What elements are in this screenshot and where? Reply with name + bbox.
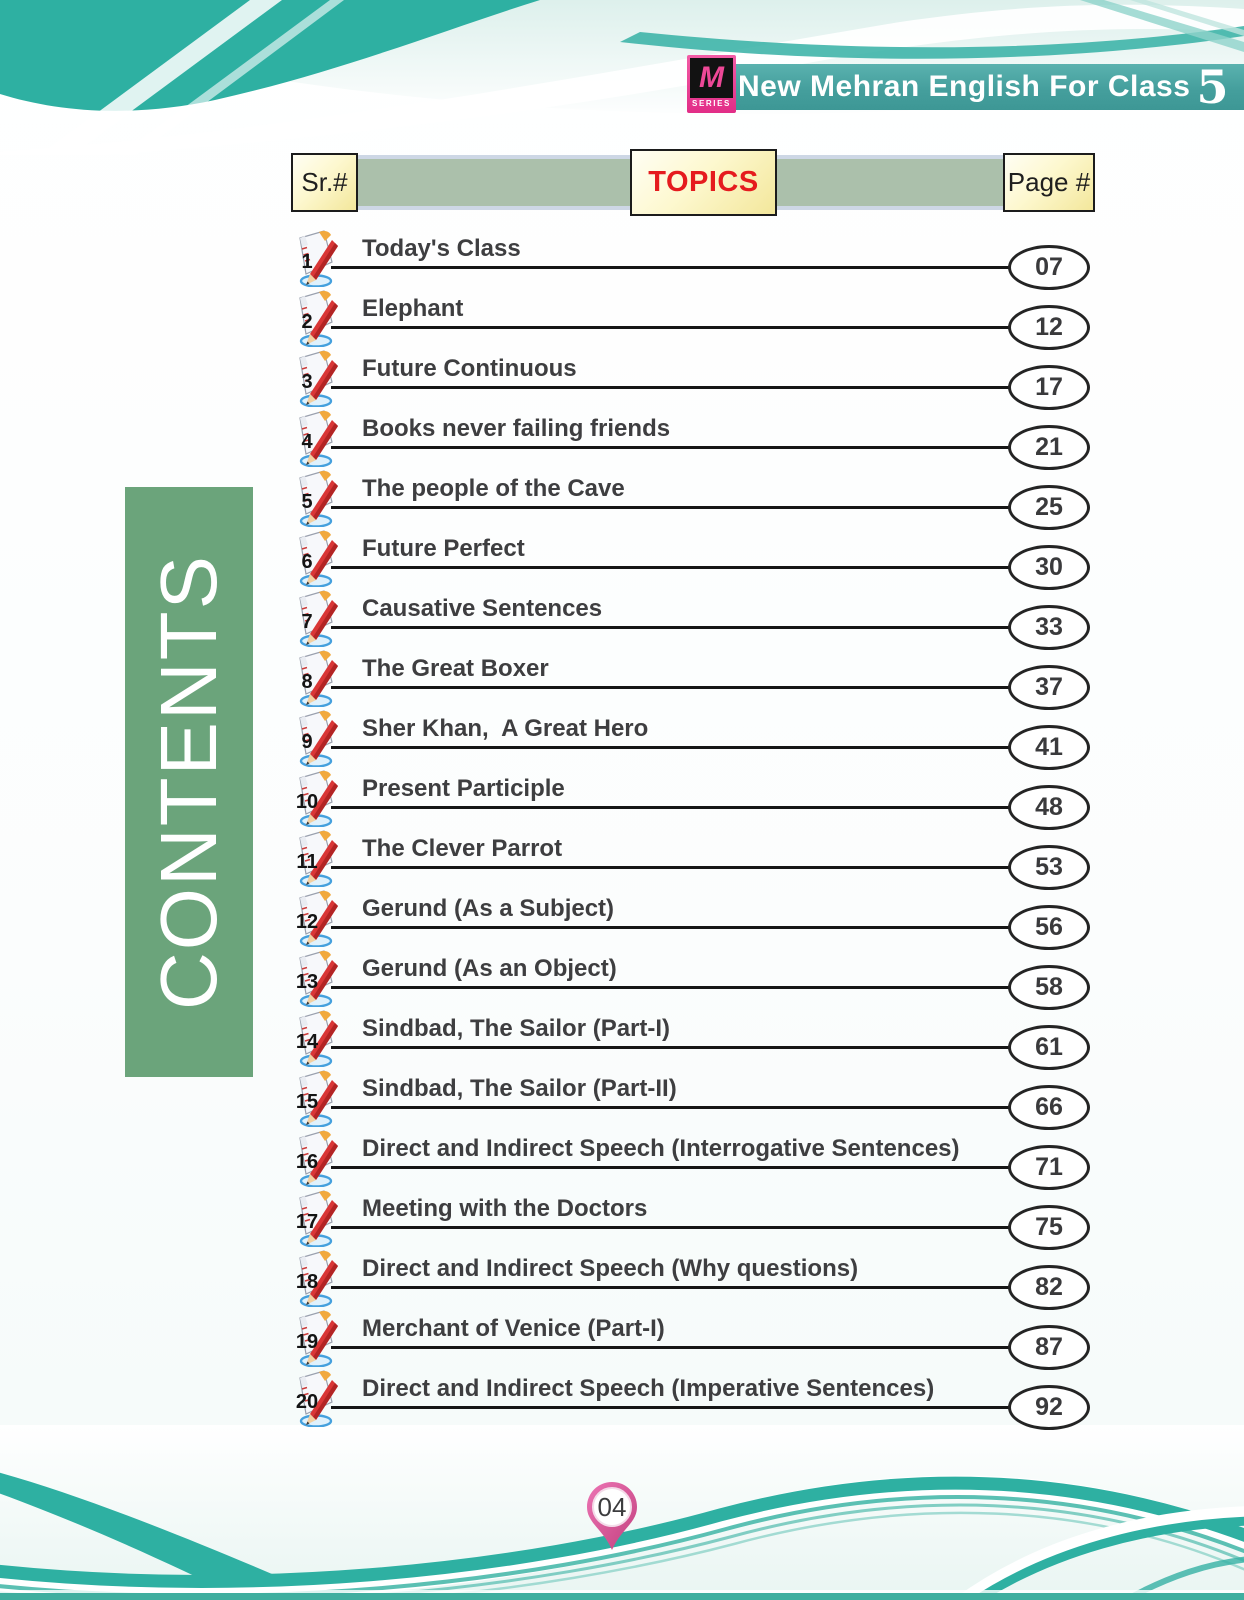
toc-leader-line bbox=[331, 1286, 1011, 1289]
toc-page-number: 87 bbox=[1008, 1325, 1090, 1370]
toc-topic-label: Direct and Indirect Speech (Interrogative Sentences) bbox=[362, 1135, 960, 1162]
toc-leader-line bbox=[331, 1346, 1011, 1349]
toc-leader-line bbox=[331, 506, 1011, 509]
toc-page-number: 37 bbox=[1008, 665, 1090, 710]
toc-leader-line bbox=[331, 1046, 1011, 1049]
toc-leader-line bbox=[331, 326, 1011, 329]
toc-topic-label: Sher Khan, A Great Hero bbox=[362, 715, 649, 742]
toc-topic-label: Sindbad, The Sailor (Part-I) bbox=[362, 1015, 671, 1042]
toc-row[interactable] bbox=[285, 1368, 1097, 1428]
toc-leader-line bbox=[331, 1106, 1011, 1109]
toc-topic-label: Future Perfect bbox=[362, 535, 525, 562]
toc-page-number: 41 bbox=[1008, 725, 1090, 770]
toc-page-number: 21 bbox=[1008, 425, 1090, 470]
toc-page-number: 17 bbox=[1008, 365, 1090, 410]
svg-text:16: 16 bbox=[295, 1151, 319, 1173]
toc-row[interactable] bbox=[285, 348, 1097, 408]
notepad-pencil-icon bbox=[291, 829, 343, 887]
toc-row[interactable] bbox=[285, 828, 1097, 888]
book-title: New Mehran English For Class bbox=[738, 70, 1191, 103]
logo-series-label: SERIES bbox=[692, 99, 731, 108]
toc-topic-label: Direct and Indirect Speech (Imperative Sentences) bbox=[362, 1375, 935, 1402]
notepad-pencil-icon bbox=[291, 1009, 343, 1067]
notepad-pencil-icon bbox=[291, 289, 343, 347]
toc-row[interactable] bbox=[285, 888, 1097, 948]
toc-topic-label: Direct and Indirect Speech (Why questions) bbox=[362, 1255, 859, 1282]
toc-page-number: 92 bbox=[1008, 1385, 1090, 1430]
svg-text:18: 18 bbox=[295, 1271, 319, 1293]
toc-leader-line bbox=[331, 1166, 1011, 1169]
svg-text:5: 5 bbox=[301, 491, 313, 513]
toc-page-number: 75 bbox=[1008, 1205, 1090, 1250]
svg-text:4: 4 bbox=[301, 431, 313, 453]
toc-page-number: 12 bbox=[1008, 305, 1090, 350]
svg-text:1: 1 bbox=[301, 251, 313, 273]
toc-leader-line bbox=[331, 986, 1011, 989]
notepad-pencil-icon bbox=[291, 349, 343, 407]
notepad-pencil-icon bbox=[291, 409, 343, 467]
svg-text:15: 15 bbox=[295, 1091, 319, 1113]
toc-topic-label: Today's Class bbox=[362, 235, 521, 262]
footer-page-number: 04 bbox=[597, 1492, 627, 1522]
toc-leader-line bbox=[331, 1406, 1011, 1409]
toc-topic-label: Future Continuous bbox=[362, 355, 577, 382]
toc-row[interactable] bbox=[285, 1128, 1097, 1188]
book-title-banner bbox=[726, 60, 1244, 114]
svg-text:6: 6 bbox=[301, 551, 313, 573]
toc-page-number: 53 bbox=[1008, 845, 1090, 890]
toc-topic-label: The Clever Parrot bbox=[362, 835, 563, 862]
contents-label: CONTENTS bbox=[144, 554, 233, 1010]
svg-text:14: 14 bbox=[295, 1031, 319, 1053]
table-header bbox=[291, 153, 1095, 212]
notepad-pencil-icon bbox=[291, 229, 343, 287]
notepad-pencil-icon bbox=[291, 1189, 343, 1247]
book-class-number: 5 bbox=[1196, 60, 1229, 114]
toc-topic-label: The people of the Cave bbox=[362, 475, 625, 502]
toc-page-number: 30 bbox=[1008, 545, 1090, 590]
toc-leader-line bbox=[331, 446, 1011, 449]
svg-text:17: 17 bbox=[295, 1211, 319, 1233]
toc-topic-label: Sindbad, The Sailor (Part-II) bbox=[362, 1075, 677, 1102]
contents-sidebar bbox=[125, 487, 253, 1077]
notepad-pencil-icon bbox=[291, 1069, 343, 1127]
toc-topic-label: Gerund (As an Object) bbox=[362, 955, 617, 982]
notepad-pencil-icon bbox=[291, 889, 343, 947]
toc-row[interactable] bbox=[285, 408, 1097, 468]
svg-text:9: 9 bbox=[301, 731, 313, 753]
svg-text:11: 11 bbox=[296, 851, 318, 873]
toc-leader-line bbox=[331, 746, 1011, 749]
toc-topic-label: Books never failing friends bbox=[362, 415, 671, 442]
toc-page-number: 82 bbox=[1008, 1265, 1090, 1310]
toc-leader-line bbox=[331, 386, 1011, 389]
toc-row[interactable] bbox=[285, 708, 1097, 768]
toc-row[interactable] bbox=[285, 228, 1097, 288]
toc-leader-line bbox=[331, 806, 1011, 809]
toc-row[interactable] bbox=[285, 768, 1097, 828]
notepad-pencil-icon bbox=[291, 649, 343, 707]
toc-topic-label: Merchant of Venice (Part-I) bbox=[362, 1315, 665, 1342]
svg-text:20: 20 bbox=[295, 1391, 319, 1413]
svg-text:2: 2 bbox=[301, 311, 313, 333]
svg-text:10: 10 bbox=[295, 791, 319, 813]
toc-row[interactable] bbox=[285, 1068, 1097, 1128]
notepad-pencil-icon bbox=[291, 1249, 343, 1307]
toc-topic-label: The Great Boxer bbox=[362, 655, 549, 682]
column-header-page: Page # bbox=[1003, 153, 1095, 212]
toc-row[interactable] bbox=[285, 1188, 1097, 1248]
notepad-pencil-icon bbox=[291, 949, 343, 1007]
toc-row[interactable] bbox=[285, 1308, 1097, 1368]
notepad-pencil-icon bbox=[291, 1309, 343, 1367]
notepad-pencil-icon bbox=[291, 589, 343, 647]
toc-topic-label: Gerund (As a Subject) bbox=[362, 895, 615, 922]
svg-text:8: 8 bbox=[301, 671, 313, 693]
toc-page-number: 71 bbox=[1008, 1145, 1090, 1190]
toc-leader-line bbox=[331, 266, 1011, 269]
logo-m-icon: M bbox=[690, 58, 733, 98]
svg-text:19: 19 bbox=[295, 1331, 319, 1353]
toc-page-number: 58 bbox=[1008, 965, 1090, 1010]
toc-row[interactable] bbox=[285, 1008, 1097, 1068]
toc-row[interactable] bbox=[285, 948, 1097, 1008]
toc-page-number: 25 bbox=[1008, 485, 1090, 530]
toc-page-number: 07 bbox=[1008, 245, 1090, 290]
toc-row[interactable] bbox=[285, 528, 1097, 588]
toc-row[interactable] bbox=[285, 648, 1097, 708]
toc-page-number: 66 bbox=[1008, 1085, 1090, 1130]
notepad-pencil-icon bbox=[291, 1369, 343, 1427]
notepad-pencil-icon bbox=[291, 1129, 343, 1187]
toc-leader-line bbox=[331, 866, 1011, 869]
m-series-logo bbox=[687, 55, 736, 113]
notepad-pencil-icon bbox=[291, 529, 343, 587]
notepad-pencil-icon bbox=[291, 469, 343, 527]
toc-leader-line bbox=[331, 1226, 1011, 1229]
notepad-pencil-icon bbox=[291, 709, 343, 767]
toc-page-number: 61 bbox=[1008, 1025, 1090, 1070]
toc-row[interactable] bbox=[285, 468, 1097, 528]
svg-text:12: 12 bbox=[295, 911, 319, 933]
notepad-pencil-icon bbox=[291, 769, 343, 827]
svg-text:7: 7 bbox=[301, 611, 313, 633]
toc-rows bbox=[285, 228, 1097, 1433]
toc-topic-label: Meeting with the Doctors bbox=[362, 1195, 648, 1222]
column-header-sr: Sr.# bbox=[291, 153, 358, 212]
toc-row[interactable] bbox=[285, 288, 1097, 348]
column-header-topics: TOPICS bbox=[630, 149, 777, 216]
toc-page-number: 48 bbox=[1008, 785, 1090, 830]
svg-text:13: 13 bbox=[295, 971, 319, 993]
toc-leader-line bbox=[331, 626, 1011, 629]
toc-page-number: 33 bbox=[1008, 605, 1090, 650]
toc-topic-label: Elephant bbox=[362, 295, 464, 322]
toc-leader-line bbox=[331, 566, 1011, 569]
map-pin-icon bbox=[581, 1478, 643, 1558]
toc-row[interactable] bbox=[285, 1248, 1097, 1308]
toc-topic-label: Causative Sentences bbox=[362, 595, 603, 622]
toc-leader-line bbox=[331, 686, 1011, 689]
toc-leader-line bbox=[331, 926, 1011, 929]
toc-page-number: 56 bbox=[1008, 905, 1090, 950]
toc-topic-label: Present Participle bbox=[362, 775, 565, 802]
svg-text:3: 3 bbox=[301, 371, 313, 393]
toc-row[interactable] bbox=[285, 588, 1097, 648]
